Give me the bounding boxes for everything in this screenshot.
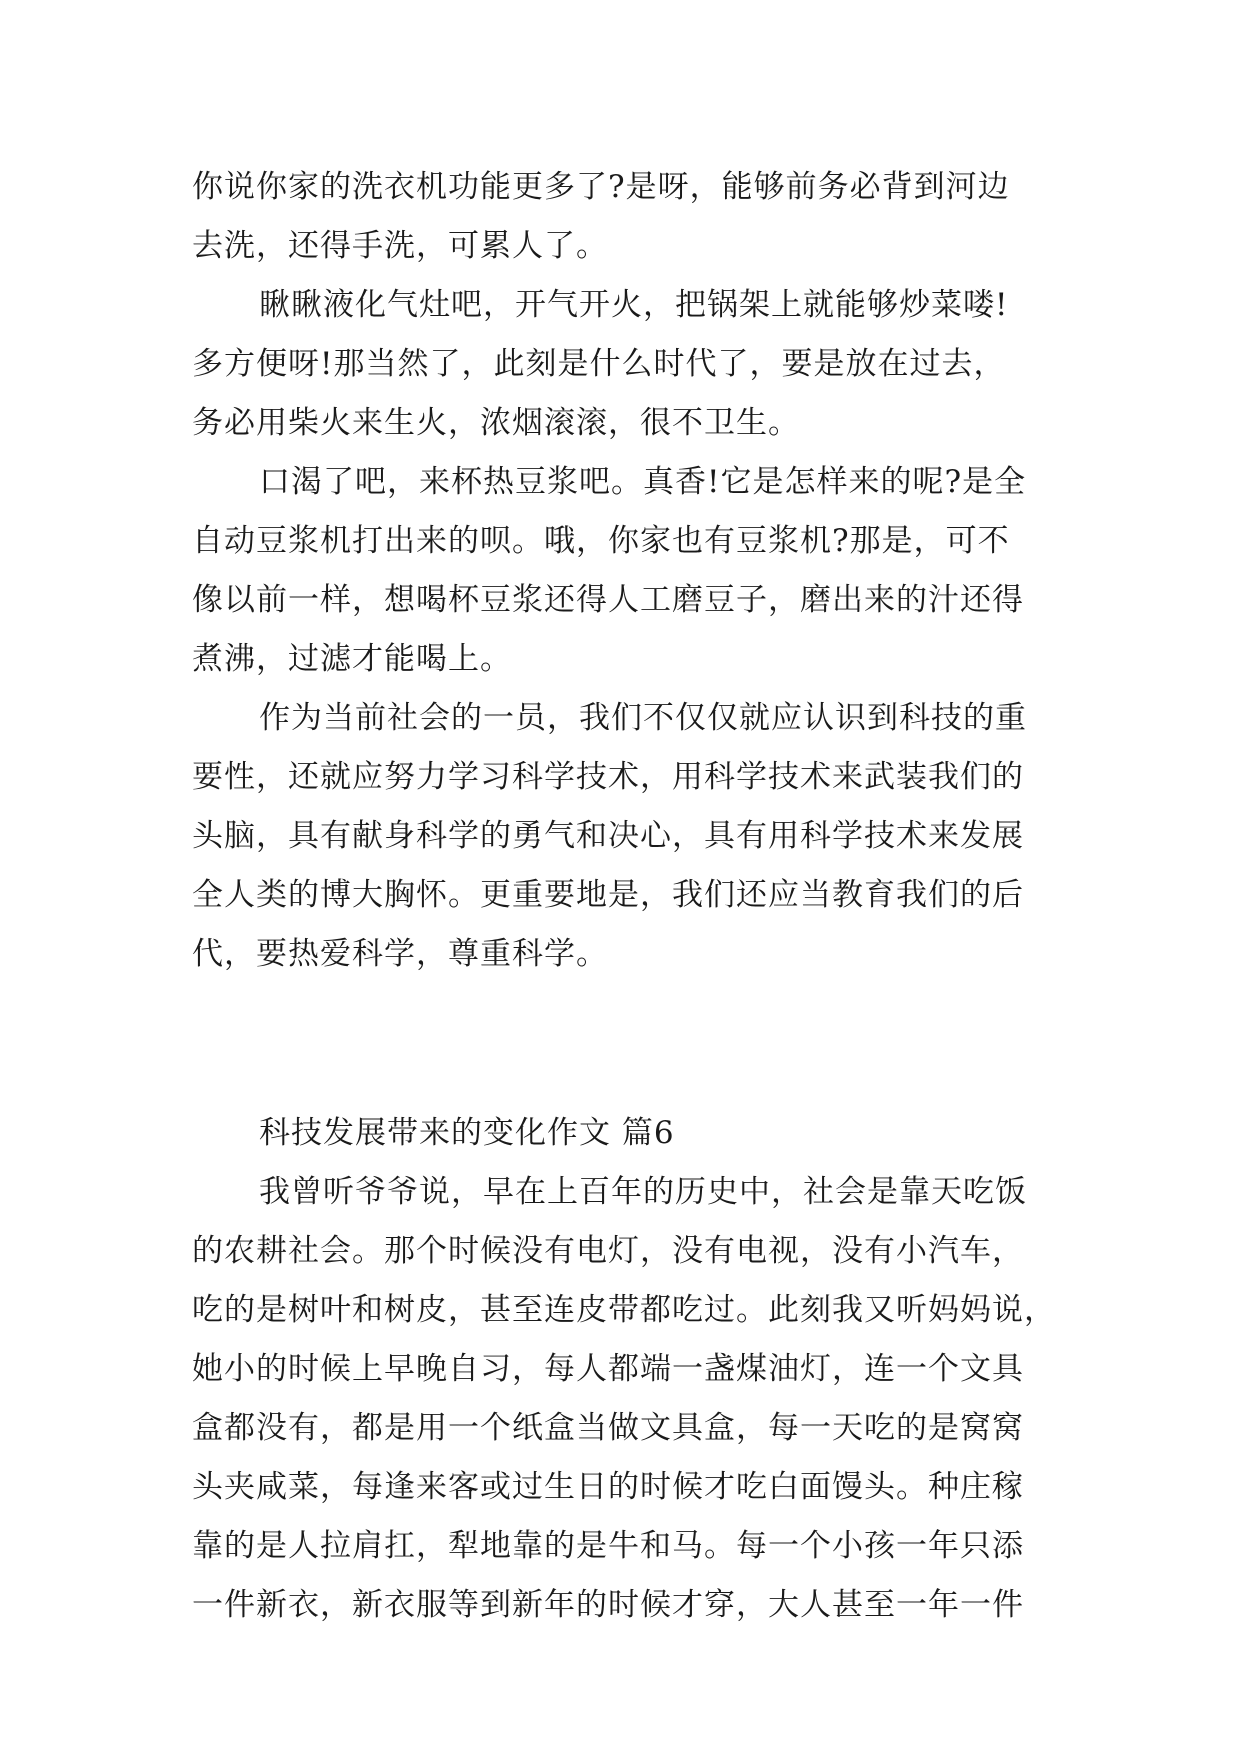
section-title: 科技发展带来的变化作文 篇6 [259, 1115, 675, 1151]
text-line: 要性，还就应努力学习科学技术，用科学技术来武装我们的 [192, 759, 1024, 795]
paragraph [192, 689, 1072, 984]
text-line: 她小的时候上早晚自习，每人都端一盏煤油灯，连一个文具 [192, 1351, 1024, 1387]
text-line: 你说你家的洗衣机功能更多了?是呀，能够前务必背到河边 [192, 169, 1010, 205]
text-line: 靠的是人拉肩扛，犁地靠的是牛和马。每一个小孩一年只添 [192, 1528, 1024, 1564]
text-line: 瞅瞅液化气灶吧，开气开火，把锅架上就能够炒菜喽! [259, 287, 1009, 323]
text-line: 代，要热爱科学，尊重科学。 [192, 936, 608, 972]
text-line: 作为当前社会的一员，我们不仅仅就应认识到科技的重 [259, 700, 1027, 736]
text-line: 我曾听爷爷说，早在上百年的历史中，社会是靠天吃饭 [259, 1174, 1027, 1210]
text-line: 全人类的博大胸怀。更重要地是，我们还应当教育我们的后 [192, 877, 1024, 913]
text-line: 像以前一样，想喝杯豆浆还得人工磨豆子，磨出来的汁还得 [192, 582, 1024, 618]
paragraph [192, 276, 1072, 453]
text-line: 煮沸，过滤才能喝上。 [192, 641, 512, 677]
text-line: 自动豆浆机打出来的呗。哦，你家也有豆浆机?那是，可不 [192, 523, 1010, 559]
text-line: 去洗，还得手洗，可累人了。 [192, 228, 608, 264]
text-line: 一件新衣，新衣服等到新年的时候才穿，大人甚至一年一件 [192, 1587, 1024, 1623]
text-line: 务必用柴火来生火，浓烟滚滚，很不卫生。 [192, 405, 800, 441]
document-body [192, 158, 1072, 1635]
paragraph [192, 158, 1072, 276]
text-line: 多方便呀!那当然了，此刻是什么时代了，要是放在过去， [192, 346, 1006, 382]
paragraph [192, 1163, 1072, 1635]
paragraph [192, 453, 1072, 689]
text-line: 的农耕社会。那个时候没有电灯，没有电视，没有小汽车， [192, 1233, 1024, 1269]
text-line: 吃的是树叶和树皮，甚至连皮带都吃过。此刻我又听妈妈说， [192, 1292, 1056, 1328]
text-line: 头脑，具有献身科学的勇气和决心，具有用科学技术来发展 [192, 818, 1024, 854]
text-line: 头夹咸菜，每逢来客或过生日的时候才吃白面馒头。种庄稼 [192, 1469, 1024, 1505]
text-line: 口渴了吧，来杯热豆浆吧。真香!它是怎样来的呢?是全 [259, 464, 1027, 500]
text-line: 盒都没有，都是用一个纸盒当做文具盒，每一天吃的是窝窝 [192, 1410, 1024, 1446]
section-spacer [192, 984, 1072, 1104]
